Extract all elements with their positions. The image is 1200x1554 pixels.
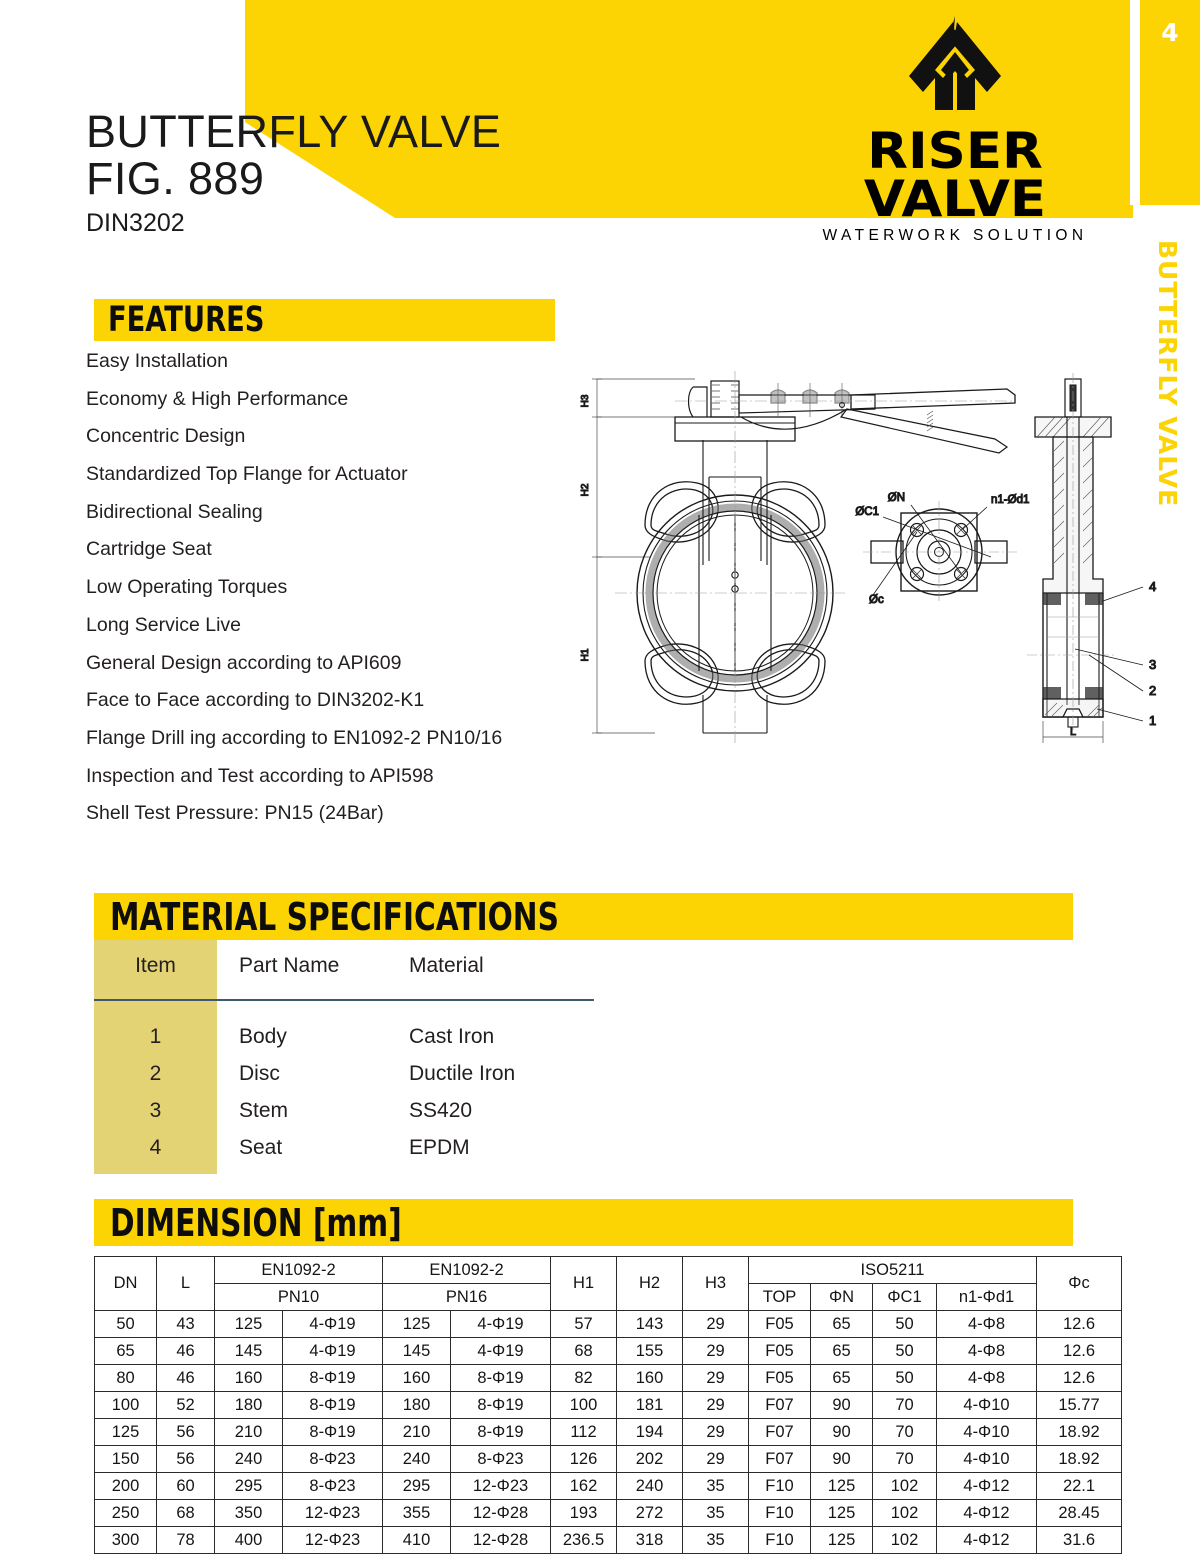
cell-h3: 29: [683, 1392, 749, 1419]
cell-pn10_b: 8-Φ23: [283, 1446, 383, 1473]
cell-pn10_d: 180: [215, 1392, 283, 1419]
col-header-fc: Φc: [1037, 1257, 1122, 1311]
cell-pn10_b: 8-Φ19: [283, 1419, 383, 1446]
cell-on: 90: [811, 1419, 873, 1446]
cell-pn10_b: 8-Φ19: [283, 1392, 383, 1419]
side-tab: [1146, 240, 1188, 540]
col-header-h3: H3: [683, 1257, 749, 1311]
cell-part: Disc: [239, 1062, 280, 1085]
cell-h2: 155: [617, 1338, 683, 1365]
cell-part: Seat: [239, 1136, 283, 1159]
cell-h2: 240: [617, 1473, 683, 1500]
cell-h3: 35: [683, 1473, 749, 1500]
cell-pn10_b: 8-Φ23: [283, 1473, 383, 1500]
table-row: [95, 1473, 1122, 1500]
col-header-l: L: [157, 1257, 215, 1311]
feature-item: Shell Test Pressure: PN15 (24Bar): [86, 802, 384, 825]
cell-pn10_d: 400: [215, 1527, 283, 1554]
header-divider: [1130, 0, 1140, 205]
cell-top: F05: [749, 1365, 811, 1392]
cell-on: 125: [811, 1527, 873, 1554]
col-header-material: Material: [409, 954, 484, 977]
cell-l: 56: [157, 1446, 215, 1473]
cell-h1: 82: [551, 1365, 617, 1392]
cell-fc: 15.77: [1037, 1392, 1122, 1419]
cell-n1od1: 4-Φ12: [937, 1473, 1037, 1500]
cell-n1od1: 4-Φ8: [937, 1338, 1037, 1365]
cell-pn16_b: 8-Φ19: [451, 1365, 551, 1392]
side-tab-label: BUTTERFLY VALVE: [1153, 240, 1182, 508]
callout-3: 3: [1149, 657, 1157, 672]
cell-oc1: 70: [873, 1446, 937, 1473]
cell-top: F05: [749, 1338, 811, 1365]
cell-dn: 200: [95, 1473, 157, 1500]
cell-fc: 18.92: [1037, 1419, 1122, 1446]
brand-name: RISER VALVE: [863, 122, 1047, 228]
cell-material: EPDM: [409, 1136, 470, 1159]
cell-l: 78: [157, 1527, 215, 1554]
cell-fc: 18.92: [1037, 1446, 1122, 1473]
cell-h2: 143: [617, 1311, 683, 1338]
cell-h1: 112: [551, 1419, 617, 1446]
cell-item: 2: [149, 1062, 162, 1085]
cell-h3: 29: [683, 1365, 749, 1392]
features-banner: [94, 299, 555, 341]
dim-label-h3: H3: [580, 394, 591, 408]
cell-fc: 12.6: [1037, 1311, 1122, 1338]
feature-item: Face to Face according to DIN3202-K1: [86, 689, 425, 712]
col-header-pn10: PN10: [215, 1284, 383, 1311]
cell-n1od1: 4-Φ12: [937, 1527, 1037, 1554]
cell-n1od1: 4-Φ8: [937, 1365, 1037, 1392]
cell-top: F07: [749, 1392, 811, 1419]
cell-pn10_d: 295: [215, 1473, 283, 1500]
cell-item: 3: [149, 1099, 162, 1122]
cell-pn16_d: 240: [383, 1446, 451, 1473]
title-standard: DIN3202: [86, 208, 185, 237]
cell-top: F10: [749, 1473, 811, 1500]
brand-logo: [790, 14, 1120, 244]
cell-n1od1: 4-Φ10: [937, 1392, 1037, 1419]
cell-h2: 181: [617, 1392, 683, 1419]
cell-h2: 160: [617, 1365, 683, 1392]
cell-dn: 300: [95, 1527, 157, 1554]
cell-pn16_d: 355: [383, 1500, 451, 1527]
feature-item: Low Operating Torques: [86, 576, 288, 599]
cell-fc: 28.45: [1037, 1500, 1122, 1527]
cell-n1od1: 4-Φ8: [937, 1311, 1037, 1338]
cell-dn: 150: [95, 1446, 157, 1473]
page-title: [86, 108, 501, 238]
cell-dn: 250: [95, 1500, 157, 1527]
cell-pn16_b: 12-Φ28: [451, 1527, 551, 1554]
cell-dn: 80: [95, 1365, 157, 1392]
cell-h3: 29: [683, 1419, 749, 1446]
material-table: [94, 940, 1073, 1174]
dim-label-oc: Øc: [869, 594, 884, 606]
cell-pn16_b: 4-Φ19: [451, 1338, 551, 1365]
cell-fc: 12.6: [1037, 1365, 1122, 1392]
cell-h2: 272: [617, 1500, 683, 1527]
feature-item: Long Service Live: [86, 613, 242, 636]
cell-h1: 126: [551, 1446, 617, 1473]
cell-pn16_b: 8-Φ19: [451, 1419, 551, 1446]
cell-h1: 68: [551, 1338, 617, 1365]
cell-dn: 125: [95, 1419, 157, 1446]
table-row: [95, 1392, 1122, 1419]
cell-n1od1: 4-Φ10: [937, 1446, 1037, 1473]
cell-pn16_b: 4-Φ19: [451, 1311, 551, 1338]
col-header-en1092-pn10: EN1092-2: [215, 1257, 383, 1284]
cell-item: 1: [149, 1025, 162, 1048]
cell-on: 90: [811, 1446, 873, 1473]
material-header-rule: [94, 999, 594, 1001]
cell-top: F05: [749, 1311, 811, 1338]
feature-item: Concentric Design: [86, 425, 246, 448]
valve-technical-drawing: [575, 365, 1165, 765]
dim-label-n1od1: n1-Ød1: [991, 494, 1030, 506]
cell-l: 43: [157, 1311, 215, 1338]
material-table-header: [94, 954, 1073, 988]
cell-l: 60: [157, 1473, 215, 1500]
cell-pn16_d: 210: [383, 1419, 451, 1446]
cell-pn16_b: 8-Φ19: [451, 1392, 551, 1419]
cell-material: Cast Iron: [409, 1025, 495, 1048]
cell-oc1: 50: [873, 1311, 937, 1338]
table-row: [95, 1419, 1122, 1446]
feature-item: Easy Installation: [86, 350, 228, 372]
cell-pn10_d: 125: [215, 1311, 283, 1338]
brand-tagline: WATERWORK SOLUTION: [822, 227, 1088, 244]
features-list: [86, 352, 626, 842]
cell-top: F10: [749, 1527, 811, 1554]
table-row: [94, 1136, 1073, 1173]
feature-item: Economy & High Performance: [86, 387, 349, 410]
features-heading: FEATURES: [108, 300, 265, 340]
cell-h1: 162: [551, 1473, 617, 1500]
col-header-item: Item: [135, 954, 176, 977]
col-header-dn: DN: [95, 1257, 157, 1311]
cell-pn16_b: 12-Φ28: [451, 1500, 551, 1527]
cell-h1: 57: [551, 1311, 617, 1338]
material-banner: [94, 893, 1073, 940]
riser-valve-logo-icon: [891, 14, 1019, 126]
col-header-en1092-pn16: EN1092-2: [383, 1257, 551, 1284]
dimension-banner: [94, 1199, 1073, 1246]
table-row: [94, 1025, 1073, 1062]
table-row: [94, 1099, 1073, 1136]
cell-pn16_b: 12-Φ23: [451, 1473, 551, 1500]
feature-item: Inspection and Test according to API598: [86, 764, 434, 787]
cell-oc1: 102: [873, 1500, 937, 1527]
cell-dn: 100: [95, 1392, 157, 1419]
cell-on: 65: [811, 1365, 873, 1392]
title-line-2: FIG. 889: [86, 153, 265, 205]
cell-pn16_b: 8-Φ23: [451, 1446, 551, 1473]
cell-top: F07: [749, 1419, 811, 1446]
cell-pn10_b: 8-Φ19: [283, 1365, 383, 1392]
table-row: [95, 1365, 1122, 1392]
cell-h3: 29: [683, 1338, 749, 1365]
table-row: [95, 1527, 1122, 1554]
col-header-oc1: ΦC1: [873, 1284, 937, 1311]
dimension-table: [94, 1256, 1122, 1554]
cell-on: 125: [811, 1473, 873, 1500]
cell-h3: 35: [683, 1527, 749, 1554]
cell-oc1: 70: [873, 1419, 937, 1446]
feature-item: Standardized Top Flange for Actuator: [86, 463, 408, 486]
col-header-iso5211: ISO5211: [749, 1257, 1037, 1284]
dim-label-h1: H1: [580, 648, 591, 662]
cell-oc1: 102: [873, 1473, 937, 1500]
cell-h3: 35: [683, 1500, 749, 1527]
cell-pn10_b: 4-Φ19: [283, 1311, 383, 1338]
feature-item: Bidirectional Sealing: [86, 500, 263, 523]
cell-pn10_b: 12-Φ23: [283, 1527, 383, 1554]
cell-oc1: 70: [873, 1392, 937, 1419]
cell-top: F07: [749, 1446, 811, 1473]
cell-on: 65: [811, 1338, 873, 1365]
dim-label-l: L: [1069, 726, 1077, 738]
cell-on: 125: [811, 1500, 873, 1527]
col-header-h1: H1: [551, 1257, 617, 1311]
cell-l: 56: [157, 1419, 215, 1446]
cell-pn10_d: 160: [215, 1365, 283, 1392]
col-header-h2: H2: [617, 1257, 683, 1311]
cell-l: 68: [157, 1500, 215, 1527]
cell-fc: 31.6: [1037, 1527, 1122, 1554]
cell-n1od1: 4-Φ12: [937, 1500, 1037, 1527]
cell-oc1: 102: [873, 1527, 937, 1554]
callout-1: 1: [1149, 713, 1157, 728]
page-number-badge: [1140, 0, 1200, 205]
cell-material: Ductile Iron: [409, 1062, 516, 1085]
cell-n1od1: 4-Φ10: [937, 1419, 1037, 1446]
cell-part: Stem: [239, 1099, 289, 1122]
cell-pn16_d: 410: [383, 1527, 451, 1554]
cell-l: 46: [157, 1338, 215, 1365]
cell-part: Body: [239, 1025, 287, 1048]
cell-item: 4: [149, 1136, 162, 1159]
valve-drawing-svg: [575, 365, 1165, 765]
cell-pn16_d: 295: [383, 1473, 451, 1500]
dim-label-oc1: ØC1: [855, 506, 879, 518]
title-line-1: BUTTERFLY VALVE: [86, 106, 502, 157]
cell-material: SS420: [409, 1099, 473, 1122]
cell-h3: 29: [683, 1446, 749, 1473]
cell-pn10_d: 210: [215, 1419, 283, 1446]
cell-h3: 29: [683, 1311, 749, 1338]
cell-pn16_d: 125: [383, 1311, 451, 1338]
dim-label-h2: H2: [580, 483, 591, 497]
callout-4: 4: [1149, 579, 1157, 594]
col-header-top: TOP: [749, 1284, 811, 1311]
cell-h1: 236.5: [551, 1527, 617, 1554]
table-row: [95, 1500, 1122, 1527]
page-number: 4: [1161, 18, 1179, 47]
col-header-on: ΦN: [811, 1284, 873, 1311]
feature-item: Flange Drill ing according to EN1092-2 PN10/16: [86, 726, 503, 749]
dim-label-on: ØN: [887, 492, 905, 504]
dimension-heading: DIMENSION [mm]: [110, 1200, 402, 1245]
cell-pn16_d: 145: [383, 1338, 451, 1365]
cell-dn: 65: [95, 1338, 157, 1365]
callout-2: 2: [1149, 683, 1157, 698]
material-heading: MATERIAL SPECIFICATIONS: [110, 894, 559, 939]
cell-pn10_d: 240: [215, 1446, 283, 1473]
table-row: [95, 1446, 1122, 1473]
cell-h1: 193: [551, 1500, 617, 1527]
cell-oc1: 50: [873, 1338, 937, 1365]
cell-h2: 318: [617, 1527, 683, 1554]
cell-l: 46: [157, 1365, 215, 1392]
cell-h2: 202: [617, 1446, 683, 1473]
cell-l: 52: [157, 1392, 215, 1419]
cell-pn10_d: 350: [215, 1500, 283, 1527]
cell-pn16_d: 160: [383, 1365, 451, 1392]
cell-oc1: 50: [873, 1365, 937, 1392]
cell-h1: 100: [551, 1392, 617, 1419]
cell-on: 65: [811, 1311, 873, 1338]
cell-pn16_d: 180: [383, 1392, 451, 1419]
cell-dn: 50: [95, 1311, 157, 1338]
col-header-pn16: PN16: [383, 1284, 551, 1311]
cell-top: F10: [749, 1500, 811, 1527]
table-row: [95, 1338, 1122, 1365]
col-header-part-name: Part Name: [239, 954, 340, 977]
feature-item: Cartridge Seat: [86, 538, 212, 561]
cell-on: 90: [811, 1392, 873, 1419]
cell-pn10_b: 12-Φ23: [283, 1500, 383, 1527]
cell-pn10_d: 145: [215, 1338, 283, 1365]
table-row: [94, 1062, 1073, 1099]
cell-fc: 12.6: [1037, 1338, 1122, 1365]
feature-item: General Design according to API609: [86, 651, 402, 674]
cell-h2: 194: [617, 1419, 683, 1446]
table-row: [95, 1311, 1122, 1338]
cell-pn10_b: 4-Φ19: [283, 1338, 383, 1365]
col-header-n1od1: n1-Φd1: [937, 1284, 1037, 1311]
cell-fc: 22.1: [1037, 1473, 1122, 1500]
dimension-header-row-1: [95, 1257, 1122, 1284]
